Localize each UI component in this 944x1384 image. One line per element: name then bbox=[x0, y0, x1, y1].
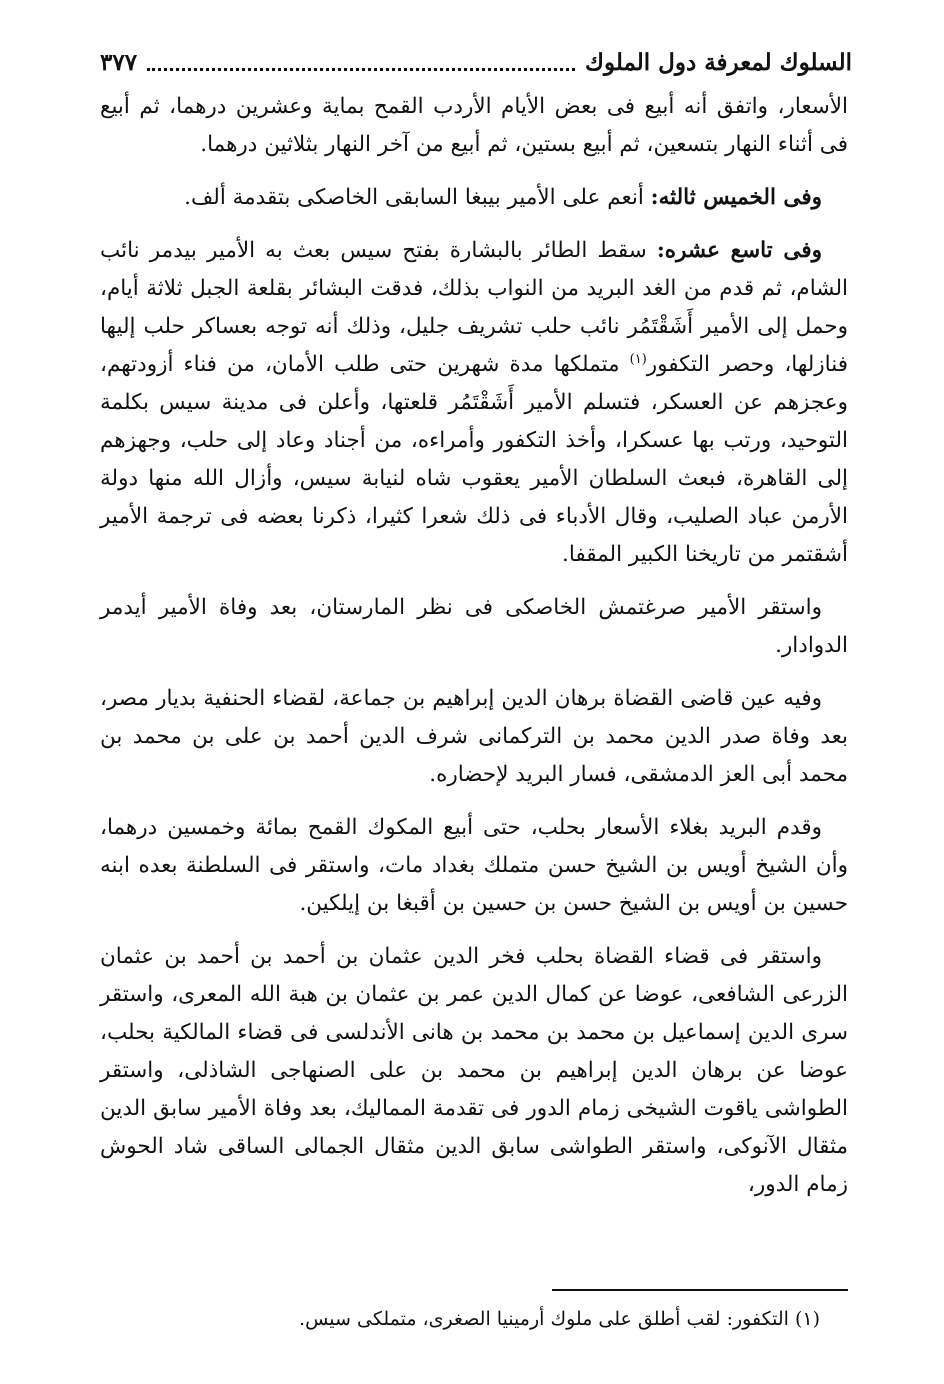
paragraph-lead: وفى الخميس ثالثه: bbox=[650, 185, 822, 210]
paragraph-text: وقدم البريد بغلاء الأسعار بحلب، حتى أبيع المكوك القمح بمائة وخمسين درهما، وأن الشيخ أويس بن الشيخ حسن متملك بغداد مات، واستقر فى السلطنة بعده ابنه حسين بن أويس بن الشيخ حسن بن حسين بن أقبغا بن إيلكين. bbox=[100, 815, 848, 916]
paragraph-text: أنعم على الأمير بيبغا السابقى الخاصكى بتقدمة ألف. bbox=[184, 185, 651, 210]
paragraph-text: الأسعار، واتفق أنه أبيع فى بعض الأيام الأردب القمح بماية وعشرين درهما، ثم أبيع فى أثناء النهار بتسعين، ثم أبيع بستين، ثم أبيع من آخر النهار بثلاثين درهما. bbox=[100, 94, 848, 157]
footnote-divider bbox=[552, 1289, 848, 1291]
paragraph-1 bbox=[100, 88, 848, 164]
paragraph-text: واستقر فى قضاء القضاة بحلب فخر الدين عثمان بن أحمد بن أحمد بن عثمان الزرعى الشافعى، عوضا عن كمال الدين عمر بن عثمان بن هبة الله المعرى، واستقر سرى الدين إسماعيل بن محمد بن محمد بن هانى الأندلسى فى قضاء المالكية بحلب، عوضا عن برهان الدين إبراهيم بن محمد بن على الصنهاجى الشاذلى، واستقر الطواشى ياقوت الشيخى زمام الدور فى تقدمة المماليك، بعد وفاة الأمير سابق الدين مثقال الآنوكى، واستقر الطواشى سابق الدين مثقال الجمالى الساقى شاد الحوش زمام الدور، bbox=[100, 944, 848, 1197]
paragraph-7 bbox=[100, 938, 848, 1204]
paragraph-text: وفيه عين قاضى القضاة برهان الدين إبراهيم بن جماعة، لقضاء الحنفية بديار مصر، بعد وفاة صدر الدين محمد بن التركمانى شرف الدين أحمد بن على بن محمد بن محمد أبى العز الدمشقى، فسار البريد لإحضاره. bbox=[100, 686, 848, 787]
footnote-mark: (١) bbox=[794, 1308, 820, 1330]
paragraph-4 bbox=[100, 589, 848, 665]
paragraph-2 bbox=[100, 179, 848, 217]
paragraph-text-continued: متملكها مدة شهرين حتى طلب الأمان، من فناء أزودتهم، وعجزهم عن العسكر، فتسلم الأمير أَشَقْتَمُر قلعتها، وأعلن فى مدينة سيس بكلمة التوحيد، ورتب بها عسكرا، وأخذ التكفور وأمراءه، من أجناد وعاد إلى حلب، وجهزهم إلى القاهرة، فبعث السلطان الأمير يعقوب شاه لنيابة سيس، وأزال الله منها دولة الأرمن عباد الصليب، وقال الأدباء فى ذلك شعرا كثيرا، ذكرنا بعضه فى ترجمة الأمير أشقتمر من تاريخنا الكبير المقفا. bbox=[100, 352, 848, 567]
footnote bbox=[100, 1303, 844, 1335]
main-text bbox=[100, 88, 848, 1219]
running-header bbox=[100, 42, 852, 82]
paragraph-text: واستقر الأمير صرغتمش الخاصكى فى نظر المارستان، بعد وفاة الأمير أيدمر الدوادار. bbox=[100, 595, 848, 658]
footnote-text: التكفور: لقب أطلق على ملوك أرمينيا الصغرى، متملكى سيس. bbox=[299, 1308, 795, 1330]
paragraph-text: سقط الطائر بالبشارة بفتح سيس بعث به الأمير بيدمر نائب الشام، ثم قدم من الغد البريد من النواب بذلك، فدقت البشائر بقلعة الجبل ثلاثة أيام، وحمل إلى الأمير أَشَقْتَمُر نائب حلب تشريف جليل، وذلك أنه توجه بعساكر حلب إليها فنازلها، وحصر التكفور bbox=[100, 238, 849, 377]
paragraph-3 bbox=[100, 232, 848, 574]
paragraph-6 bbox=[100, 809, 848, 923]
page-number: ٣٧٧ bbox=[100, 48, 138, 76]
paragraph-lead: وفى تاسع عشره: bbox=[656, 238, 822, 263]
paragraph-5 bbox=[100, 680, 848, 794]
running-title: السلوك لمعرفة دول الملوك bbox=[584, 48, 852, 76]
footnote-reference: (١) bbox=[629, 351, 647, 367]
dotted-leader bbox=[147, 54, 575, 71]
